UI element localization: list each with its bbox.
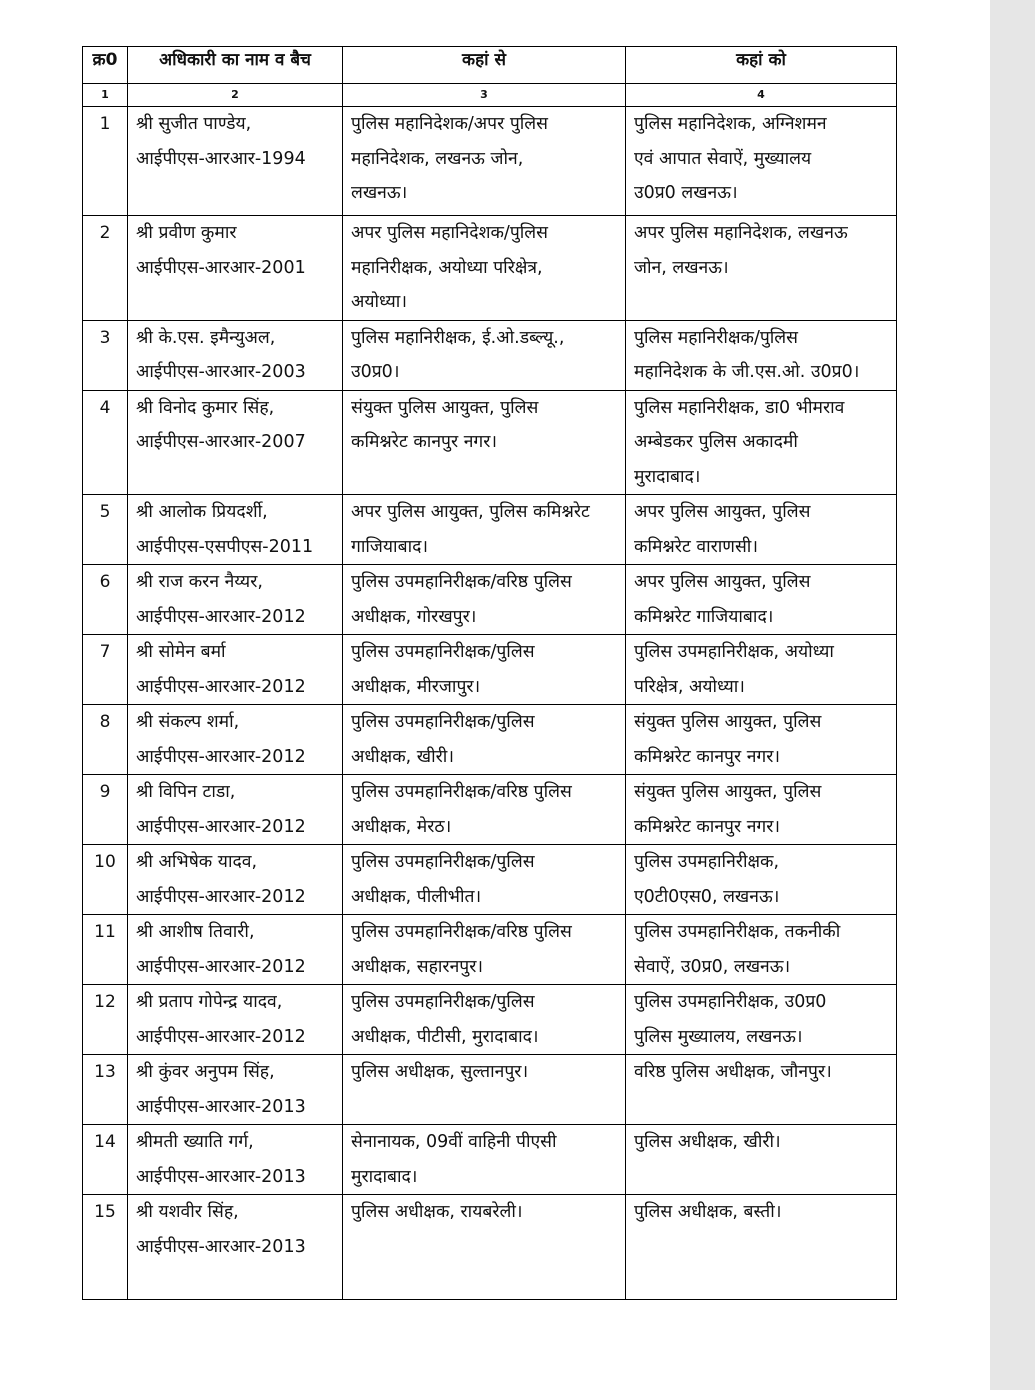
officer-cell-line: श्री प्रताप गोपेन्द्र यादव, bbox=[136, 992, 283, 1012]
from-cell bbox=[343, 985, 626, 1055]
officer-cell bbox=[128, 495, 343, 565]
to-cell-line: पुलिस महानिरीक्षक/पुलिस bbox=[634, 327, 799, 348]
to-cell bbox=[626, 390, 897, 495]
from-cell-line: मुरादाबाद। bbox=[351, 1166, 418, 1187]
serial-number: 2 bbox=[83, 216, 128, 321]
officer-cell-line: श्री आलोक प्रियदर्शी, bbox=[136, 502, 268, 522]
column-number: 4 bbox=[626, 84, 897, 107]
from-cell bbox=[343, 705, 626, 775]
to-cell bbox=[626, 495, 897, 565]
table-row bbox=[83, 216, 897, 321]
to-cell-line: जोन, लखनऊ। bbox=[634, 257, 729, 278]
officer-cell-line: आईपीएस-आरआर-2012 bbox=[136, 746, 306, 767]
officer-cell-line: आईपीएस-आरआर-2012 bbox=[136, 816, 306, 837]
serial-number: 9 bbox=[83, 775, 128, 845]
table-row bbox=[83, 565, 897, 635]
to-cell-line: पुलिस उपमहानिरीक्षक, bbox=[634, 852, 780, 872]
from-cell-line: पुलिस उपमहानिरीक्षक/पुलिस bbox=[351, 852, 535, 872]
to-cell bbox=[626, 705, 897, 775]
serial-number: 5 bbox=[83, 495, 128, 565]
from-cell bbox=[343, 216, 626, 321]
header-to: कहां को bbox=[626, 47, 897, 84]
to-cell bbox=[626, 1195, 897, 1300]
to-cell-line: संयुक्त पुलिस आयुक्त, पुलिस bbox=[634, 712, 822, 732]
serial-number: 10 bbox=[83, 845, 128, 915]
table-row bbox=[83, 775, 897, 845]
to-cell-line: वरिष्ठ पुलिस अधीक्षक, जौनपुर। bbox=[634, 1062, 832, 1082]
table-row bbox=[83, 495, 897, 565]
officer-cell-line: श्री संकल्प शर्मा, bbox=[136, 712, 240, 732]
officer-cell-line: श्री आशीष तिवारी, bbox=[136, 922, 255, 942]
table-row bbox=[83, 1195, 897, 1300]
to-cell-line: परिक्षेत्र, अयोध्या। bbox=[634, 676, 745, 697]
officer-cell-line: श्री सुजीत पाण्डेय, bbox=[136, 114, 252, 134]
from-cell-line: उ0प्र0। bbox=[351, 362, 400, 382]
header-from: कहां से bbox=[343, 47, 626, 84]
to-cell bbox=[626, 635, 897, 705]
from-cell-line: गाजियाबाद। bbox=[351, 536, 429, 557]
table-row bbox=[83, 705, 897, 775]
officer-cell bbox=[128, 107, 343, 216]
from-cell-line: पुलिस उपमहानिरीक्षक/पुलिस bbox=[351, 712, 535, 732]
serial-number: 14 bbox=[83, 1125, 128, 1195]
from-cell bbox=[343, 1195, 626, 1300]
from-cell-line: महानिदेशक, लखनऊ जोन, bbox=[351, 148, 524, 169]
officer-cell-line: आईपीएस-आरआर-2007 bbox=[136, 432, 306, 452]
to-cell-line: पुलिस मुख्यालय, लखनऊ। bbox=[634, 1026, 803, 1047]
officer-cell bbox=[128, 390, 343, 495]
to-cell-line: पुलिस उपमहानिरीक्षक, अयोध्या bbox=[634, 642, 834, 662]
table-row bbox=[83, 985, 897, 1055]
officer-cell-line: आईपीएस-आरआर-2012 bbox=[136, 1026, 306, 1047]
to-cell bbox=[626, 565, 897, 635]
from-cell-line: सेनानायक, 09वीं वाहिनी पीएसी bbox=[351, 1132, 557, 1152]
officer-cell-line: श्री विनोद कुमार सिंह, bbox=[136, 397, 275, 418]
serial-number: 7 bbox=[83, 635, 128, 705]
from-cell-line: पुलिस अधीक्षक, रायबरेली। bbox=[351, 1202, 523, 1222]
serial-number: 6 bbox=[83, 565, 128, 635]
from-cell-line: अधीक्षक, सहारनपुर। bbox=[351, 956, 484, 977]
to-cell bbox=[626, 915, 897, 985]
serial-number: 12 bbox=[83, 985, 128, 1055]
to-cell bbox=[626, 845, 897, 915]
to-cell-line: कमिश्नरेट वाराणसी। bbox=[634, 536, 758, 557]
to-cell-line: अपर पुलिस आयुक्त, पुलिस bbox=[634, 572, 811, 592]
officer-cell bbox=[128, 1195, 343, 1300]
to-cell-line: पुलिस अधीक्षक, खीरी। bbox=[634, 1132, 781, 1152]
to-cell-line: एवं आपात सेवाऐं, मुख्यालय bbox=[634, 148, 812, 169]
from-cell-line: अधीक्षक, मेरठ। bbox=[351, 816, 452, 837]
from-cell bbox=[343, 635, 626, 705]
from-cell bbox=[343, 495, 626, 565]
to-cell-line: पुलिस उपमहानिरीक्षक, उ0प्र0 bbox=[634, 992, 827, 1012]
to-cell-line: पुलिस महानिरीक्षक, डा0 भीमराव bbox=[634, 397, 845, 418]
officer-cell-line: आईपीएस-आरआर-2012 bbox=[136, 886, 306, 907]
officer-cell bbox=[128, 1125, 343, 1195]
to-cell-line: अम्बेडकर पुलिस अकादमी bbox=[634, 432, 798, 452]
from-cell-line: संयुक्त पुलिस आयुक्त, पुलिस bbox=[351, 397, 539, 418]
officer-cell bbox=[128, 775, 343, 845]
to-cell-line: मुरादाबाद। bbox=[634, 466, 701, 487]
table-row bbox=[83, 915, 897, 985]
transfer-table bbox=[82, 46, 897, 1300]
officer-cell-line: श्रीमती ख्याति गर्ग, bbox=[136, 1132, 254, 1152]
to-cell-line: महानिदेशक के जी.एस.ओ. उ0प्र0। bbox=[634, 362, 860, 382]
to-cell-line: अपर पुलिस आयुक्त, पुलिस bbox=[634, 502, 811, 522]
officer-cell bbox=[128, 1055, 343, 1125]
column-number: 2 bbox=[128, 84, 343, 107]
serial-number: 1 bbox=[83, 107, 128, 216]
officer-cell-line: आईपीएस-आरआर-2013 bbox=[136, 1096, 306, 1117]
from-cell-line: पुलिस उपमहानिरीक्षक/वरिष्ठ पुलिस bbox=[351, 572, 572, 592]
to-cell-line: संयुक्त पुलिस आयुक्त, पुलिस bbox=[634, 782, 822, 802]
from-cell bbox=[343, 320, 626, 390]
officer-cell-line: श्री प्रवीण कुमार bbox=[136, 223, 237, 243]
from-cell-line: लखनऊ। bbox=[351, 183, 408, 203]
officer-cell bbox=[128, 565, 343, 635]
column-number: 1 bbox=[83, 84, 128, 107]
officer-cell bbox=[128, 915, 343, 985]
table-row bbox=[83, 320, 897, 390]
to-cell bbox=[626, 985, 897, 1055]
from-cell bbox=[343, 845, 626, 915]
officer-cell-line: आईपीएस-एसपीएस-2011 bbox=[136, 536, 314, 557]
to-cell bbox=[626, 1125, 897, 1195]
from-cell-line: अधीक्षक, खीरी। bbox=[351, 746, 454, 767]
to-cell bbox=[626, 320, 897, 390]
from-cell-line: अयोध्या। bbox=[351, 292, 407, 312]
from-cell-line: पुलिस उपमहानिरीक्षक/पुलिस bbox=[351, 642, 535, 662]
to-cell-line: कमिश्नरेट कानपुर नगर। bbox=[634, 746, 781, 767]
officer-cell bbox=[128, 845, 343, 915]
officer-cell bbox=[128, 705, 343, 775]
from-cell-line: पुलिस अधीक्षक, सुल्तानपुर। bbox=[351, 1062, 529, 1082]
serial-number: 3 bbox=[83, 320, 128, 390]
officer-cell-line: श्री कुंवर अनुपम सिंह, bbox=[136, 1062, 275, 1082]
officer-cell-line: आईपीएस-आरआर-2003 bbox=[136, 362, 306, 382]
to-cell bbox=[626, 107, 897, 216]
to-cell bbox=[626, 216, 897, 321]
header-officer: अधिकारी का नाम व बैच bbox=[128, 47, 343, 84]
table-row bbox=[83, 1125, 897, 1195]
from-cell bbox=[343, 915, 626, 985]
table-row bbox=[83, 1055, 897, 1125]
to-cell-line: अपर पुलिस महानिदेशक, लखनऊ bbox=[634, 223, 848, 243]
from-cell bbox=[343, 1055, 626, 1125]
to-cell-line: पुलिस अधीक्षक, बस्ती। bbox=[634, 1202, 782, 1222]
officer-cell-line: श्री विपिन टाडा, bbox=[136, 782, 236, 802]
to-cell-line: पुलिस उपमहानिरीक्षक, तकनीकी bbox=[634, 922, 841, 942]
officer-cell-line: श्री सोमेन बर्मा bbox=[136, 642, 226, 662]
officer-cell-line: श्री के.एस. इमैन्युअल, bbox=[136, 327, 276, 348]
table-body bbox=[83, 107, 897, 1300]
officer-cell-line: श्री राज करन नैय्यर, bbox=[136, 572, 263, 592]
header-serial: क्र0 bbox=[83, 47, 128, 84]
to-cell-line: उ0प्र0 लखनऊ। bbox=[634, 183, 738, 203]
from-cell-line: अधीक्षक, गोरखपुर। bbox=[351, 606, 477, 627]
to-cell-line: कमिश्नरेट कानपुर नगर। bbox=[634, 816, 781, 837]
from-cell bbox=[343, 390, 626, 495]
from-cell-line: महानिरीक्षक, अयोध्या परिक्षेत्र, bbox=[351, 257, 543, 278]
from-cell bbox=[343, 1125, 626, 1195]
serial-number: 8 bbox=[83, 705, 128, 775]
table-row bbox=[83, 845, 897, 915]
from-cell-line: कमिश्नरेट कानपुर नगर। bbox=[351, 432, 498, 452]
from-cell-line: पुलिस महानिरीक्षक, ई.ओ.डब्ल्यू., bbox=[351, 327, 565, 348]
from-cell-line: पुलिस उपमहानिरीक्षक/वरिष्ठ पुलिस bbox=[351, 922, 572, 942]
header-row bbox=[83, 47, 897, 84]
officer-cell-line: आईपीएस-आरआर-2012 bbox=[136, 606, 306, 627]
to-cell-line: सेवाऐं, उ0प्र0, लखनऊ। bbox=[634, 956, 791, 977]
from-cell bbox=[343, 107, 626, 216]
officer-cell-line: श्री यशवीर सिंह, bbox=[136, 1202, 239, 1222]
to-cell-line: कमिश्नरेट गाजियाबाद। bbox=[634, 606, 774, 627]
officer-cell-line: आईपीएस-आरआर-2001 bbox=[136, 257, 306, 278]
officer-cell bbox=[128, 635, 343, 705]
officer-cell bbox=[128, 216, 343, 321]
from-cell bbox=[343, 565, 626, 635]
serial-number: 15 bbox=[83, 1195, 128, 1300]
serial-number: 4 bbox=[83, 390, 128, 495]
serial-number: 13 bbox=[83, 1055, 128, 1125]
officer-cell-line: आईपीएस-आरआर-2012 bbox=[136, 676, 306, 697]
from-cell-line: पुलिस महानिदेशक/अपर पुलिस bbox=[351, 114, 548, 134]
officer-cell-line: आईपीएस-आरआर-1994 bbox=[136, 148, 306, 169]
to-cell-line: पुलिस महानिदेशक, अग्निशमन bbox=[634, 114, 827, 134]
viewer-gutter bbox=[990, 0, 1035, 1390]
from-cell bbox=[343, 775, 626, 845]
officer-cell-line: श्री अभिषेक यादव, bbox=[136, 852, 258, 872]
table-row bbox=[83, 635, 897, 705]
to-cell bbox=[626, 1055, 897, 1125]
officer-cell bbox=[128, 985, 343, 1055]
from-cell-line: अपर पुलिस महानिदेशक/पुलिस bbox=[351, 223, 548, 243]
to-cell-line: ए0टी0एस0, लखनऊ। bbox=[634, 886, 780, 907]
column-number-row bbox=[83, 84, 897, 107]
table-row bbox=[83, 107, 897, 216]
from-cell-line: पुलिस उपमहानिरीक्षक/वरिष्ठ पुलिस bbox=[351, 782, 572, 802]
officer-cell-line: आईपीएस-आरआर-2012 bbox=[136, 956, 306, 977]
to-cell bbox=[626, 775, 897, 845]
column-number: 3 bbox=[343, 84, 626, 107]
officer-cell-line: आईपीएस-आरआर-2013 bbox=[136, 1166, 306, 1187]
officer-cell-line: आईपीएस-आरआर-2013 bbox=[136, 1236, 306, 1257]
from-cell-line: अधीक्षक, पीलीभीत। bbox=[351, 886, 482, 907]
from-cell-line: अपर पुलिस आयुक्त, पुलिस कमिश्नरेट bbox=[351, 502, 590, 522]
from-cell-line: अधीक्षक, पीटीसी, मुरादाबाद। bbox=[351, 1026, 539, 1047]
officer-cell bbox=[128, 320, 343, 390]
table-row bbox=[83, 390, 897, 495]
from-cell-line: पुलिस उपमहानिरीक्षक/पुलिस bbox=[351, 992, 535, 1012]
from-cell-line: अधीक्षक, मीरजापुर। bbox=[351, 676, 481, 697]
serial-number: 11 bbox=[83, 915, 128, 985]
